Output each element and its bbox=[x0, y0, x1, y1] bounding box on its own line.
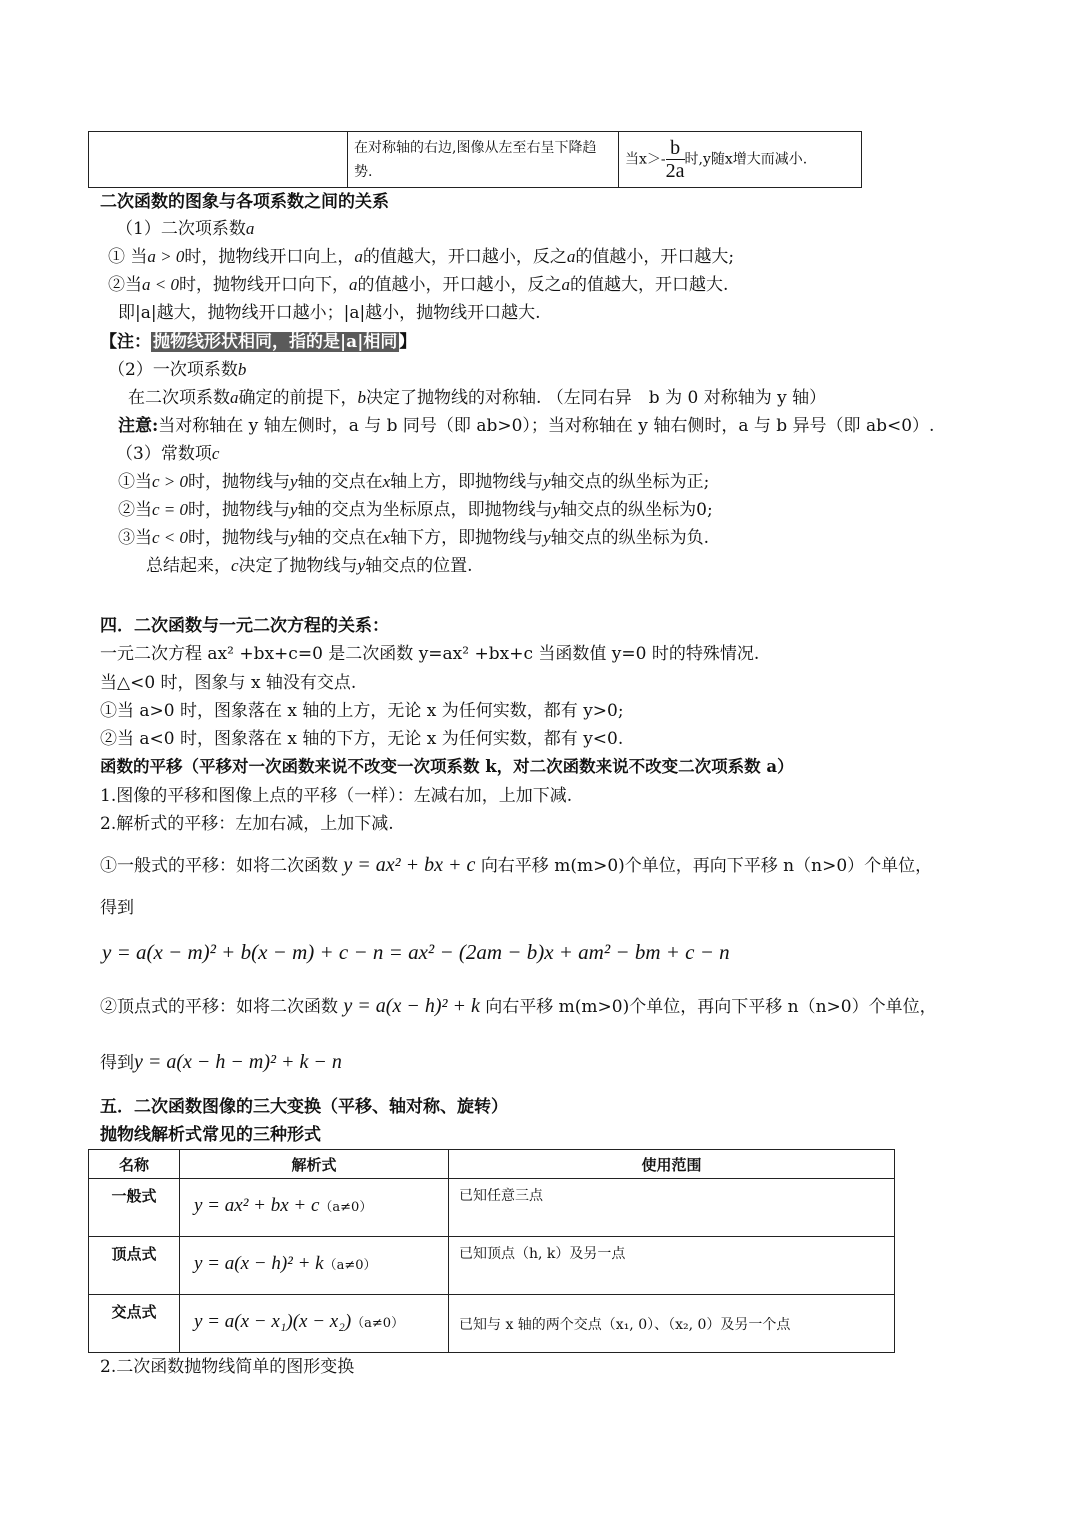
top-table bbox=[88, 131, 862, 188]
forms-header-name: 名称 bbox=[89, 1150, 180, 1179]
shift-vertex-line: ②顶点式的平移：如将二次函数 y = a(x − h)² + k 向右平移 m(m>0)个单位，再向下平移 n（n>0）个单位， bbox=[100, 995, 937, 1017]
vertex-formula: y = a(x − h)² + k bbox=[343, 995, 480, 1017]
note-highlight: 抛物线形状相同，指的是|a|相同 bbox=[153, 332, 398, 352]
section4-line3: ①当 a>0 时，图象落在 x 轴的上方，无论 x 为任何实数，都有 y>0; bbox=[100, 701, 624, 721]
sub-heading-b: （2）一次项系数b bbox=[108, 360, 247, 380]
line-c-positive: ①当c > 0时，抛物线与y轴的交点在x轴上方，即抛物线与y轴交点的纵坐标为正; bbox=[118, 472, 710, 492]
section4-line1: 一元二次方程 ax² +bx+c=0 是二次函数 y=ax² +bx+c 当函数值 y=0 时的特殊情况. bbox=[100, 644, 760, 664]
forms-row-use: 已知任意三点 bbox=[449, 1179, 895, 1237]
line-c-zero: ②当c = 0时，抛物线与y轴的交点为坐标原点，即抛物线与y轴交点的纵坐标为0; bbox=[118, 500, 713, 520]
shift-general-result: y = a(x − m)² + b(x − m) + c − n = ax² − (2am − b)x + am² − bm + c − n bbox=[102, 940, 730, 964]
shift-title: 函数的平移（平移对一次函数来说不改变一次项系数 k，对二次函数来说不改变二次项系数 a） bbox=[100, 757, 794, 776]
note-shape: 【注： 抛物线形状相同，指的是|a|相同 】 bbox=[100, 332, 417, 352]
forms-row-name: 顶点式 bbox=[89, 1237, 180, 1295]
forms-row-formula: y = a(x − x₁)(x − x₂)（a≠0） bbox=[180, 1295, 449, 1353]
shift-general-get: 得到 bbox=[100, 898, 134, 918]
section-title-coefficients: 二次函数的图象与各项系数之间的关系 bbox=[100, 192, 389, 212]
vertex-result: y = a(x − h − m)² + k − n bbox=[134, 1051, 342, 1073]
section5-footer: 2.二次函数抛物线简单的图形变换 bbox=[100, 1357, 355, 1377]
section4-line4: ②当 a<0 时，图象落在 x 轴的下方，无论 x 为任何实数，都有 y<0. bbox=[100, 729, 624, 749]
forms-row bbox=[89, 1295, 895, 1353]
forms-row-formula: y = a(x − h)² + k（a≠0） bbox=[180, 1237, 449, 1295]
forms-row bbox=[89, 1237, 895, 1295]
forms-row bbox=[89, 1179, 895, 1237]
line-b-axis: 在二次项系数a确定的前提下，b决定了抛物线的对称轴. （左同右异 b 为 0 对称轴为 y 轴） bbox=[128, 388, 827, 408]
top-table-cell-mid: 在对称轴的右边,图像从左至右呈下降趋势. bbox=[348, 132, 619, 188]
sub-heading-a: （1）二次项系数a bbox=[116, 219, 255, 239]
forms-row-use: 已知与 x 轴的两个交点（x₁, 0）、（x₂, 0）及另一个点 bbox=[449, 1295, 895, 1353]
shift-vertex-result-line: 得到y = a(x − h − m)² + k − n bbox=[100, 1051, 342, 1073]
section4-line2: 当△<0 时，图象与 x 轴没有交点. bbox=[100, 673, 357, 693]
line-a-positive: ① 当a > 0时，抛物线开口向上，a的值越大，开口越小，反之a的值越小，开口越大; bbox=[108, 247, 735, 267]
shift-line1: 1.图像的平移和图像上点的平移（一样）：左减右加，上加下减. bbox=[100, 786, 573, 806]
forms-table bbox=[88, 1149, 895, 1353]
fraction-b-over-2a: $\frac{b}{2a}$ bbox=[665, 137, 685, 182]
line-c-negative: ③当c < 0时，抛物线与y轴的交点在x轴下方，即抛物线与y轴交点的纵坐标为负. bbox=[118, 528, 710, 548]
forms-row-name: 交点式 bbox=[89, 1295, 180, 1353]
top-table-cell-empty bbox=[89, 132, 348, 188]
top-table-cell-right: 当x＞- $\frac{b}{2a}$ 时,y随x增大而减小. bbox=[619, 132, 862, 188]
forms-header-formula: 解析式 bbox=[180, 1150, 449, 1179]
section5-subtitle: 抛物线解析式常见的三种形式 bbox=[100, 1125, 321, 1145]
section4-title: 四．二次函数与一元二次方程的关系： bbox=[100, 616, 389, 636]
forms-header-use: 使用范围 bbox=[449, 1150, 895, 1179]
shift-general-line: ①一般式的平移：如将二次函数 y = ax² + bx + c 向右平移 m(m>0)个单位，再向下平移 n（n>0）个单位， bbox=[100, 854, 933, 876]
general-formula: y = ax² + bx + c bbox=[343, 854, 476, 876]
line-b-note: 注意:当对称轴在 y 轴左侧时，a 与 b 同号（即 ab>0）；当对称轴在 y 轴右侧时，a 与 b 异号（即 ab<0）. bbox=[118, 416, 935, 436]
line-a-negative: ②当a < 0时，抛物线开口向下，a的值越小，开口越小，反之a的值越大，开口越大. bbox=[108, 275, 729, 295]
forms-row-name: 一般式 bbox=[89, 1179, 180, 1237]
shift-line2: 2.解析式的平移：左加右减，上加下减. bbox=[100, 814, 394, 834]
sub-heading-c: （3）常数项c bbox=[116, 444, 220, 464]
line-c-summary: 总结起来，c决定了抛物线与y轴交点的位置. bbox=[146, 556, 473, 576]
line-abs-a: 即|a|越大，抛物线开口越小；|a|越小，抛物线开口越大. bbox=[118, 303, 541, 323]
forms-row-formula: y = ax² + bx + c（a≠0） bbox=[180, 1179, 449, 1237]
section5-title: 五．二次函数图像的三大变换（平移、轴对称、旋转） bbox=[100, 1097, 508, 1117]
forms-row-use: 已知顶点（h, k）及另一点 bbox=[449, 1237, 895, 1295]
